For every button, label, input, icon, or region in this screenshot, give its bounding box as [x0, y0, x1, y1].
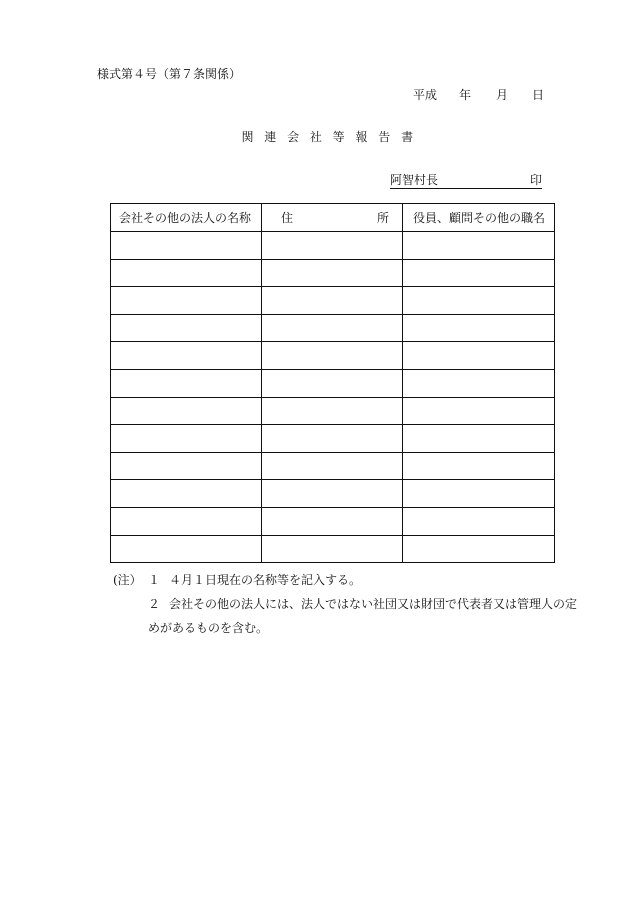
table-body	[111, 232, 555, 563]
related-companies-table	[110, 203, 555, 563]
position-cell	[403, 507, 555, 535]
table-row	[111, 342, 555, 370]
table-row	[111, 507, 555, 535]
table-row	[111, 259, 555, 287]
position-cell	[403, 397, 555, 425]
table-row	[111, 369, 555, 397]
note-2-text-line-2: めがあるものを含む。	[148, 621, 269, 635]
date-era: 平成	[413, 88, 438, 102]
date-year-label: 年	[459, 88, 472, 102]
header-company-name: 会社その他の法人の名称	[111, 204, 262, 232]
company-name-cell	[111, 232, 262, 260]
position-cell	[403, 287, 555, 315]
company-name-cell	[111, 480, 262, 508]
address-cell	[262, 314, 403, 342]
address-cell	[262, 232, 403, 260]
position-cell	[403, 369, 555, 397]
position-cell	[403, 342, 555, 370]
company-name-cell	[111, 259, 262, 287]
seal-mark: 印	[529, 173, 542, 187]
table-row	[111, 535, 555, 563]
company-name-cell	[111, 342, 262, 370]
position-cell	[403, 480, 555, 508]
note-1-text: ４月１日現在の名称等を記入する。	[169, 573, 362, 587]
header-position: 役員、顧問その他の職名	[403, 204, 555, 232]
address-cell	[262, 397, 403, 425]
addressee-name: 阿智村長	[390, 173, 439, 187]
position-cell	[403, 452, 555, 480]
company-name-cell	[111, 397, 262, 425]
table-row	[111, 314, 555, 342]
note-2-text-line-1: 会社その他の法人には、法人ではない社団又は財団で代表者又は管理人の定	[169, 597, 578, 611]
notes-label: (注）	[113, 573, 142, 587]
address-cell	[262, 452, 403, 480]
form-number: 様式第４号（第７条関係）	[97, 67, 242, 81]
address-cell	[262, 425, 403, 453]
header-address: 住 所	[262, 204, 403, 232]
date-day-label: 日	[532, 88, 545, 102]
position-cell	[403, 425, 555, 453]
table-row	[111, 232, 555, 260]
address-cell	[262, 287, 403, 315]
company-name-cell	[111, 369, 262, 397]
note-1-number: １	[148, 573, 161, 587]
table-row	[111, 425, 555, 453]
table-row	[111, 287, 555, 315]
company-name-cell	[111, 507, 262, 535]
company-name-cell	[111, 314, 262, 342]
address-cell	[262, 535, 403, 563]
note-2-number: ２	[148, 597, 161, 611]
company-name-cell	[111, 452, 262, 480]
position-cell	[403, 259, 555, 287]
address-cell	[262, 342, 403, 370]
company-name-cell	[111, 287, 262, 315]
company-name-cell	[111, 535, 262, 563]
addressee-line	[390, 172, 542, 189]
position-cell	[403, 314, 555, 342]
table-row	[111, 397, 555, 425]
address-cell	[262, 369, 403, 397]
table-row	[111, 452, 555, 480]
address-cell	[262, 507, 403, 535]
company-name-cell	[111, 425, 262, 453]
position-cell	[403, 232, 555, 260]
address-cell	[262, 480, 403, 508]
document-title: 関 連 会 社 等 報 告 書	[241, 130, 413, 144]
table-header-row	[111, 204, 555, 232]
date-month-label: 月	[496, 88, 509, 102]
address-cell	[262, 259, 403, 287]
position-cell	[403, 535, 555, 563]
table-row	[111, 480, 555, 508]
